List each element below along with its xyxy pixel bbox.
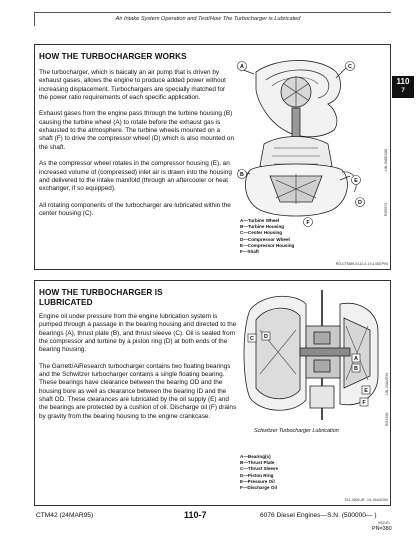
figure1-label-b: B [240, 172, 244, 178]
figure1-label-a: A [240, 64, 244, 70]
figure2-side-id: RG4456 [385, 412, 389, 426]
turbocharger-cutaway-figure [236, 52, 386, 228]
section2-ref: S11,3605,JE -19-19AUG94 [344, 498, 388, 502]
figure2-label-f: F [362, 400, 366, 406]
figure2-label-e: E [364, 388, 368, 394]
legend-item: E—Compressor Housing [240, 242, 295, 248]
tab-line2: 7 [401, 88, 405, 94]
figure2-caption: Schwitzer Turbocharger Lubrication [254, 428, 339, 434]
figure2-label-c: C [250, 336, 254, 342]
legend-item: E—Pressure Oil [240, 478, 275, 484]
legend-item: D—Compressor Wheel [240, 236, 290, 242]
footer-page-number: 110-7 [184, 510, 207, 520]
footer-pn: PN=380 [372, 526, 392, 532]
figure1-label-c: C [348, 64, 352, 70]
header-rule [34, 12, 391, 13]
legend-item: A—Turbine Wheel [240, 218, 280, 223]
footer-manual-code: CTM42 (24MAR95) [36, 512, 94, 519]
legend-item: C—Center Housing [240, 230, 283, 236]
section2-title-line1: HOW THE TURBOCHARGER IS [39, 288, 163, 297]
figure1-label-d: D [358, 200, 362, 206]
section2-body [39, 313, 237, 429]
figure2-label-d: D [264, 334, 268, 340]
section2-paragraph: Engine oil under pressure from the engine lubrication system is pumped through a passage in the bearing housing and directed to the bearings (A), thrust plate (B), and thrust sleeve (C). Oil is sealed from the compressor and turbine by a piston ring (D) at both ends of the bearing housing. [39, 313, 237, 354]
footer-engine-title: 6076 Diesel Engines—S.N. (500000— ) [260, 512, 377, 519]
footer-small-code: 092101 [378, 521, 390, 525]
legend-item: B—Thrust Plate [240, 460, 275, 466]
tab-line1: 110 [396, 77, 410, 86]
section2-paragraph: The Garrett/AiResearch turbocharger contains two floating bearings and the Schwitzer turbocharger contains a single floating bearing. These bearings have clearance between the bearing OD and the housing bore as well as clearance between the bearing ID and the shaft OD. These clearances are lubricated by the oil supply (E) and the bearings are protected by a cushion of oil. Discharge oil (F) drains by gravity from the bearing housing to the engine crankcase. [39, 362, 237, 420]
legend-item: C—Thrust Sleeve [240, 466, 279, 472]
section1-paragraph: All rotating components of the turbocharger are lubricated within the center housing (C). [39, 201, 231, 218]
section1-body [39, 69, 235, 227]
page-header-title: Air Intake System Operation and Test/How The Turbocharger is Lubricated [115, 16, 301, 22]
figure1-side-code: -UN-03DEC88 [384, 148, 388, 172]
legend-item: B—Turbine Housing [240, 224, 285, 230]
section1-paragraph: The turbocharger, which is baically an air pump that is driven by exhaust gases, allows the engine to produce added power without increasing displacement. Turbochargers are specially matched for the power ratio requirements of each specific application. [39, 69, 226, 101]
figure1-label-e: E [354, 178, 358, 184]
legend-item: A—Bearing(s) [240, 454, 271, 459]
lubrication-cutaway-figure [240, 290, 384, 426]
section2-title-line2: LUBRICATED [39, 297, 93, 307]
section1-legend [240, 218, 380, 255]
figure1-label-f: F [306, 220, 310, 226]
section1-ref: RG,CTM89,G110,3-19-14SEP94 [335, 262, 388, 266]
section1-paragraph: As the compressor wheel rotates in the compressor housing (E), an increased volume of (compressed) inlet air is drawn into the housing and delivered to the intake manifold (through an aftercooler or heat exchanger, if so equipped). [39, 160, 232, 193]
section1-title: HOW THE TURBOCHARGER WORKS [39, 52, 187, 61]
legend-item: D—Piston Ring [240, 472, 274, 478]
figure2-label-a: A [354, 356, 358, 362]
legend-item: F—Discharge Oil [240, 485, 278, 491]
figure2-side-code: -UN-23AUG94 [385, 372, 389, 396]
section1-paragraph: Exhaust gases from the engine pass through the turbine housing (B) causing the turbine wheel (A) to rotate before the exhaust gas is exhausted to the atmosphere. The turbine wheels mounted on a shaft (F) to drive the compressor wheel (D) which is also mounted on the shaft. [39, 110, 234, 151]
figure1-side-id: RG5572 [384, 202, 388, 216]
section2-title [39, 288, 239, 307]
section-tab [392, 76, 414, 98]
figure2-label-b: B [354, 366, 358, 372]
legend-item: F—Shaft [240, 249, 259, 255]
section2-legend [240, 454, 380, 491]
